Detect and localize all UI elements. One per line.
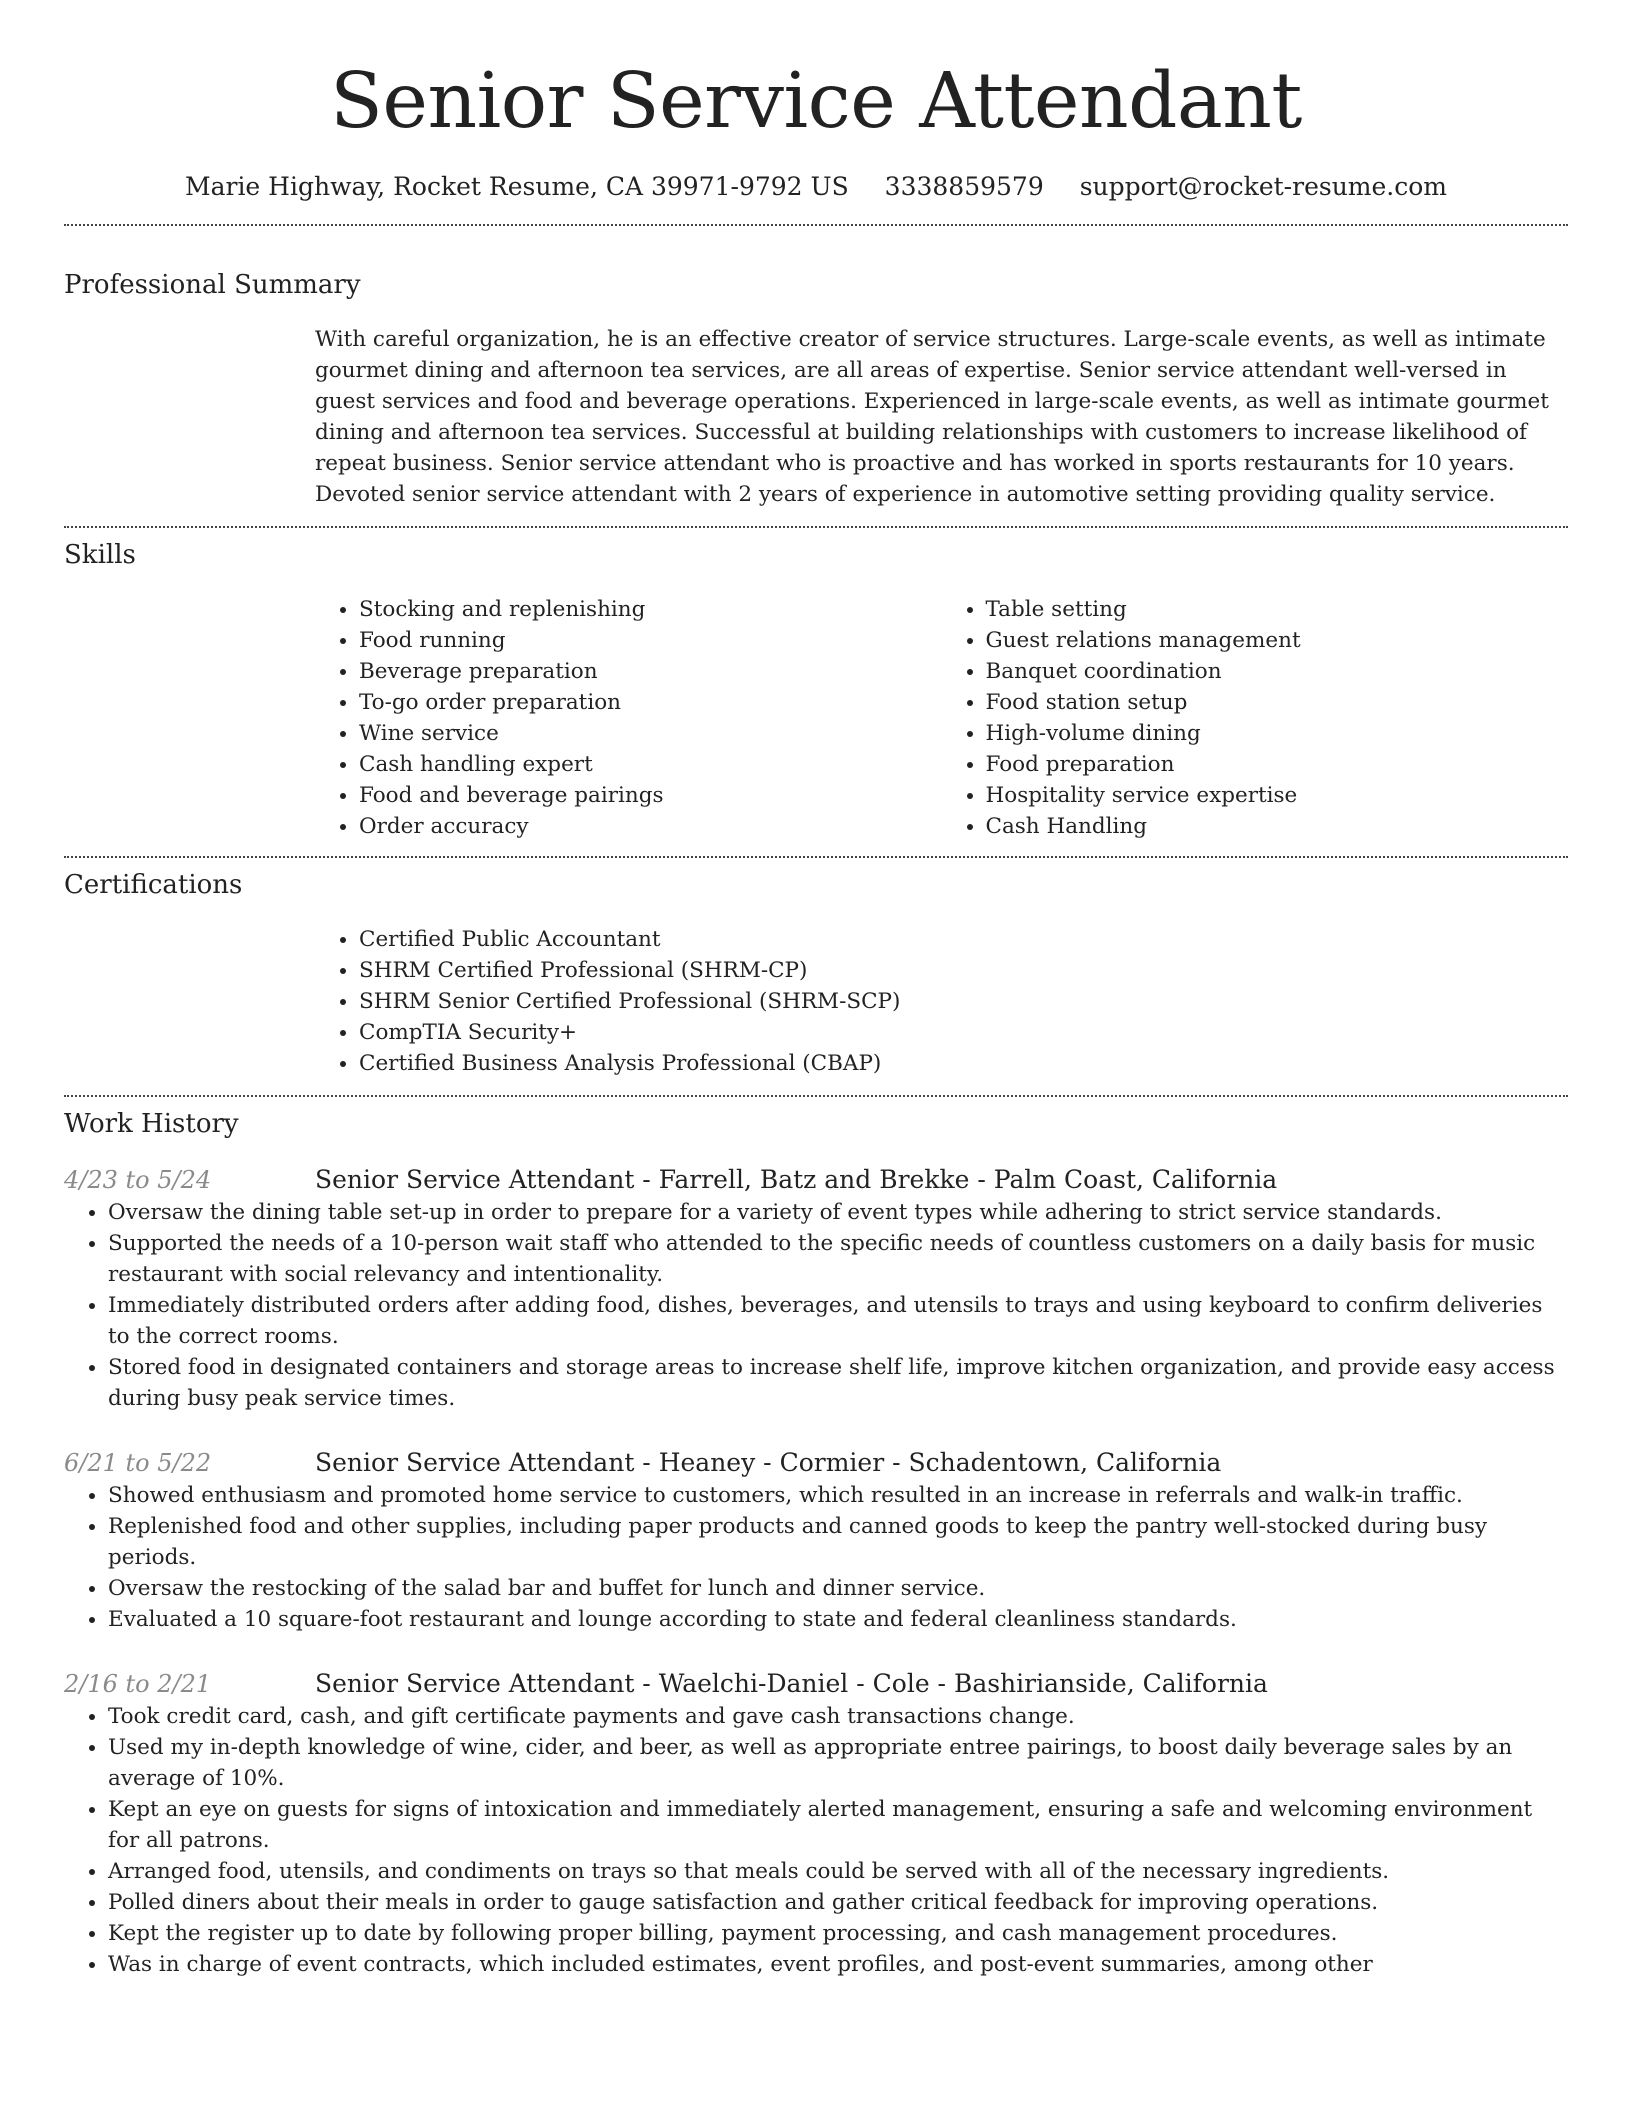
job-bullet: • Immediately distributed orders after adding food, dishes, beverages, and utensils to trays and using keyboard to confirm deliveries to the correct rooms.	[108, 1290, 1568, 1352]
job-bullet: • Polled diners about their meals in order to gauge satisfaction and gather critical feedback for improving operations.	[108, 1887, 1568, 1918]
job-bullets	[64, 1197, 1568, 1414]
skills-section	[64, 538, 1568, 842]
job-entry	[64, 1667, 1568, 1980]
skill-item: • Beverage preparation	[359, 656, 942, 687]
skills-list-right	[942, 594, 1569, 842]
skill-item: • Banquet coordination	[986, 656, 1569, 687]
job-entry	[64, 1163, 1568, 1414]
skill-item: • Food station setup	[986, 687, 1569, 718]
section-divider	[64, 856, 1568, 858]
job-bullet: • Was in charge of event contracts, which included estimates, event profiles, and post-event summaries, among other	[108, 1949, 1568, 1980]
job-dates: 4/23 to 5/24	[64, 1166, 212, 1194]
skill-item: • Food preparation	[986, 749, 1569, 780]
job-title: Senior Service Attendant - Waelchi-Daniel - Cole - Bashirianside, California	[315, 1669, 1268, 1698]
section-divider	[64, 526, 1568, 528]
contact-email: support@rocket-resume.com	[1079, 172, 1447, 201]
job-title: Senior Service Attendant - Heaney - Cormier - Schadentown, California	[315, 1448, 1222, 1477]
certification-item: • SHRM Certified Professional (SHRM-CP)	[359, 955, 1568, 986]
job-bullet: • Stored food in designated containers and storage areas to increase shelf life, improve kitchen organization, and provide easy access during busy peak service times.	[108, 1352, 1568, 1414]
certification-item: • SHRM Senior Certified Professional (SHRM-SCP)	[359, 986, 1568, 1017]
skill-item: • Table setting	[986, 594, 1569, 625]
job-entry	[64, 1446, 1568, 1635]
resume-title: Senior Service Attendant	[330, 57, 1302, 146]
certifications-heading: Certifications	[64, 870, 243, 900]
section-divider	[64, 224, 1568, 226]
summary-section	[64, 268, 1568, 510]
resume-page	[64, 0, 1568, 1980]
job-bullet: • Supported the needs of a 10-person wait staff who attended to the specific needs of countless customers on a daily basis for music restaurant with social relevancy and intentionality.	[108, 1228, 1568, 1290]
work-history-heading: Work History	[64, 1109, 239, 1139]
work-history-section	[64, 1107, 1568, 1980]
job-dates: 6/21 to 5/22	[64, 1449, 212, 1477]
contact-phone: 3338859579	[884, 172, 1044, 201]
job-dates: 2/16 to 2/21	[64, 1670, 212, 1698]
certification-item: • Certified Business Analysis Professional (CBAP)	[359, 1048, 1568, 1079]
contact-line	[64, 170, 1568, 204]
certifications-body	[315, 924, 1568, 1079]
certification-item: • Certified Public Accountant	[359, 924, 1568, 955]
section-divider	[64, 1095, 1568, 1097]
job-bullet: • Showed enthusiasm and promoted home service to customers, which resulted in an increase in referrals and walk-in traffic.	[108, 1480, 1568, 1511]
job-bullet: • Used my in-depth knowledge of wine, cider, and beer, as well as appropriate entree pairings, to boost daily beverage sales by an average of 10%.	[108, 1732, 1568, 1794]
job-bullet: • Replenished food and other supplies, including paper products and canned goods to keep the pantry well-stocked during busy periods.	[108, 1511, 1568, 1573]
summary-text: With careful organization, he is an effective creator of service structures. Large-scale events, as well as intimate gourmet dining and afternoon tea services, are all areas of expertise. Senior service attendant well-versed in guest services and food and beverage operations. Experienced in large-scale events, as well as intimate gourmet dining and afternoon tea services. Successful at building relationships with customers to increase likelihood of repeat business. Senior service attendant who is proactive and has worked in sports restaurants for 10 years. Devoted senior service attendant with 2 years of experience in automotive setting providing quality service.	[315, 327, 1549, 507]
skill-item: • Hospitality service expertise	[986, 780, 1569, 811]
summary-heading: Professional Summary	[64, 270, 361, 300]
skill-item: • Wine service	[359, 718, 942, 749]
job-bullet: • Arranged food, utensils, and condiments on trays so that meals could be served with all of the necessary ingredients.	[108, 1856, 1568, 1887]
certifications-list	[315, 924, 1568, 1079]
skill-item: • Cash handling expert	[359, 749, 942, 780]
job-bullet: • Oversaw the dining table set-up in order to prepare for a variety of event types while adhering to strict service standards.	[108, 1197, 1568, 1228]
job-bullet: • Kept the register up to date by following proper billing, payment processing, and cash management procedures.	[108, 1918, 1568, 1949]
skills-list-left	[315, 594, 942, 842]
contact-address: Marie Highway, Rocket Resume, CA 39971-9792 US	[184, 172, 849, 201]
certification-item: • CompTIA Security+	[359, 1017, 1568, 1048]
job-bullets	[64, 1701, 1568, 1980]
skill-item: • To-go order preparation	[359, 687, 942, 718]
job-title: Senior Service Attendant - Farrell, Batz and Brekke - Palm Coast, California	[315, 1165, 1278, 1194]
skill-item: • Stocking and replenishing	[359, 594, 942, 625]
skill-item: • Guest relations management	[986, 625, 1569, 656]
job-bullet: • Evaluated a 10 square-foot restaurant and lounge according to state and federal cleanliness standards.	[108, 1604, 1568, 1635]
job-bullet: • Oversaw the restocking of the salad bar and buffet for lunch and dinner service.	[108, 1573, 1568, 1604]
skills-heading: Skills	[64, 540, 136, 570]
skill-item: • High-volume dining	[986, 718, 1569, 749]
job-bullets	[64, 1480, 1568, 1635]
skill-item: • Food running	[359, 625, 942, 656]
skill-item: • Order accuracy	[359, 811, 942, 842]
job-bullet: • Kept an eye on guests for signs of intoxication and immediately alerted management, ensuring a safe and welcoming environment for all patrons.	[108, 1794, 1568, 1856]
skill-item: • Food and beverage pairings	[359, 780, 942, 811]
skills-grid	[315, 594, 1568, 842]
job-bullet: • Took credit card, cash, and gift certificate payments and gave cash transactions change.	[108, 1701, 1568, 1732]
certifications-section	[64, 868, 1568, 1079]
skill-item: • Cash Handling	[986, 811, 1569, 842]
